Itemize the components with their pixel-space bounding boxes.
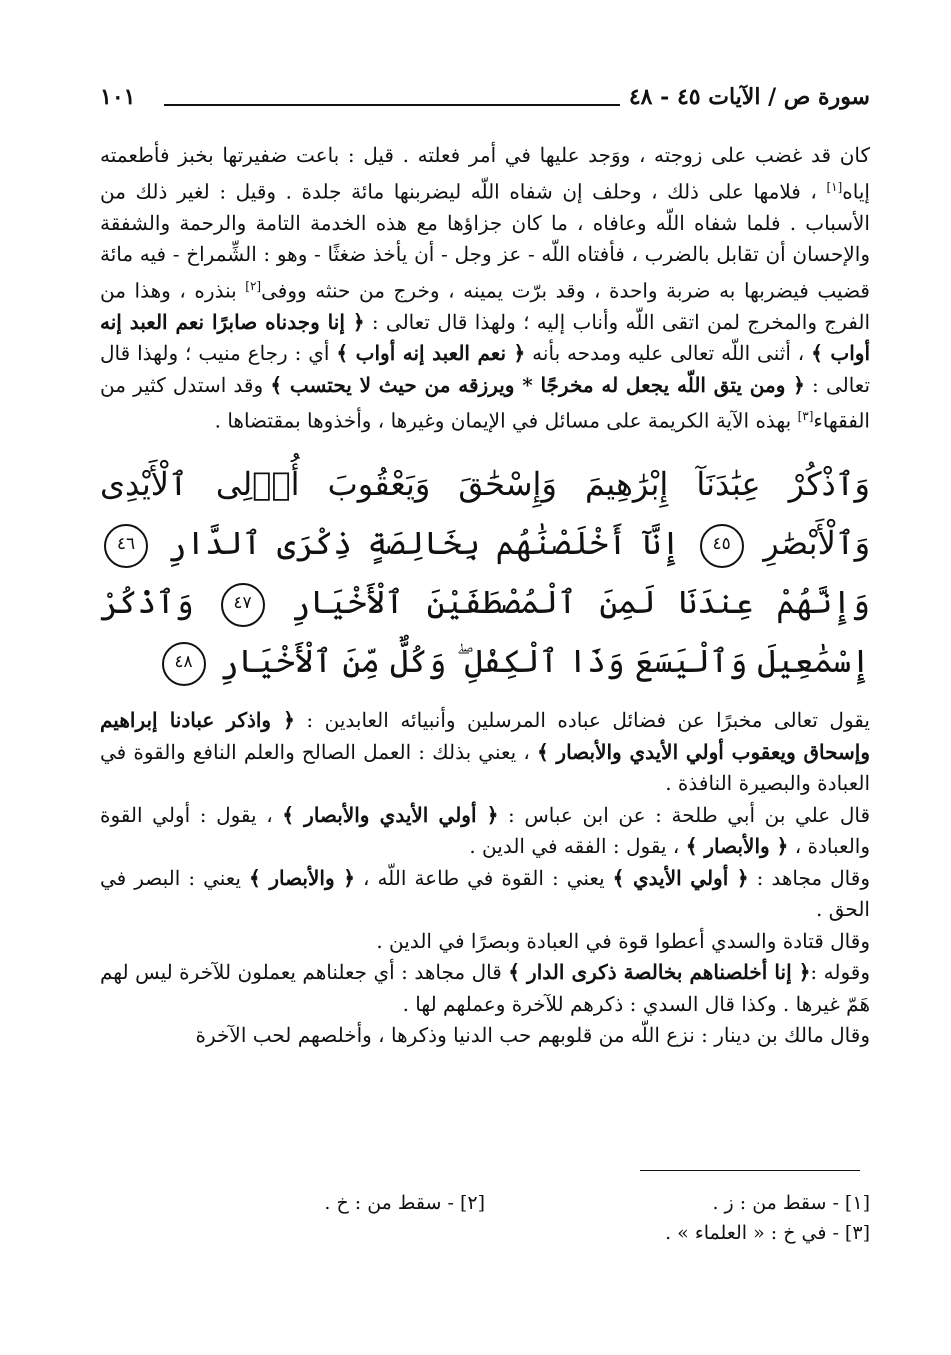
verse-text: وَإِنَّهُمْ عِندَنَا لَمِنَ ٱلْمُصْطَفَيْنَ ٱلْأَخْيَارِ: [291, 583, 871, 622]
commentary-paragraph: وقال مجاهد : ﴿ أولي الأيدي ﴾ يعني : القوة في طاعة اللّه ، ﴿ والأبصار ﴾ يعني : البصر في الحق .: [100, 865, 870, 922]
ayah-number-marker: ٤٦: [104, 524, 148, 568]
quran-quote: ﴿ والأبصار ﴾: [685, 834, 789, 859]
footnote-ref[interactable]: [٣]: [797, 409, 814, 424]
quran-quote: ﴿ أولي الأيدي ﴾: [612, 865, 749, 890]
footnote-ref[interactable]: [١]: [826, 179, 843, 194]
footnote-3: [٣] - في خ : « العلماء » .: [665, 1222, 870, 1244]
commentary-paragraph: وقوله :﴿ إنا أخلصناهم بخالصة ذكرى الدار ﴾ قال مجاهد : أي جعلناهم يعملون للآخرة ليس لهم هَمّ غيرها . وكذا قال السدي : ذكرهم للآخرة وعملهم لها .: [100, 960, 870, 1016]
page-number: ١٠١: [100, 84, 136, 110]
quran-quote: ﴿ إنا أخلصناهم بخالصة ذكرى الدار ﴾: [508, 960, 811, 985]
verse-text: إِنَّآ أَخْلَصْنَٰهُم بِخَالِصَةٍ ذِكْرَى ٱلدَّارِ: [167, 524, 681, 563]
commentary-paragraph: وقال قتادة والسدي أعطوا قوة في العبادة وبصرًا في الدين .: [376, 928, 870, 953]
quran-verses: [100, 455, 870, 691]
surah-title: سورة ص / الآيات ٤٥ - ٤٨: [628, 84, 870, 110]
commentary-paragraph: قال علي بن أبي طلحة : عن ابن عباس : ﴿ أولي الأيدي والأبصار ﴾ ، يقول : أولي القوة والعبادة ، ﴿ والأبصار ﴾ ، يقول : الفقه في الدين .: [100, 802, 871, 859]
ayah-number-marker: ٤٧: [221, 583, 265, 627]
page-body: [100, 140, 870, 1052]
footnotes: [100, 1188, 870, 1248]
header-rule: [164, 104, 620, 106]
paragraph-ayyub: كان قد غضب على زوجته ، ووَجد عليها في أمر فعلته . قيل : باعت ضفيرتها بخبز فأطعمته إياه[١] ، فلامها على ذلك ، وحلف إن شفاه اللّه ليضربنها مائة جلدة . وقيل : لغير ذلك من الأسباب . فلما شفاه اللّه وعافاه ، ما كان جزاؤها مع هذه الخدمة التامة والرحمة والشفقة والإحسان أن تقابل بالضرب ، فأفتاه اللّه - عز وجل - أن يأخذ ضغثًا - وهو : الشِّمراخ - فيه مائة قضيب فيضربها به ضربة واحدة ، وقد برّت يمينه ، وخرج من حنثه ووفى[٢] بنذره ، وهذا من الفرج والمخرج لمن اتقى اللّه وأناب إليه ؛ ولهذا قال تعالى : ﴿ إنا وجدناه صابرًا نعم العبد إنه أواب ﴾ ، أثنى اللّه تعالى عليه ومدحه بأنه ﴿ نعم العبد إنه أواب ﴾ أي : رجاع منيب ؛ ولهذا قال تعالى : ﴿ ومن يتق اللّه يجعل له مخرجًا * ويرزقه من حيث لا يحتسب ﴾ وقد استدل كثير من الفقهاء[٣] بهذه الآية الكريمة على مسائل في الإيمان وغيرها ، وأخذوها بمقتضاها .: [100, 143, 871, 433]
footnote-1: [١] - سقط من : ز .: [712, 1192, 870, 1214]
verse-text: وَٱذْكُرْ عِبَٰدَنَآ إِبْرَٰهِيمَ وَإِسْحَٰقَ وَيَعْقُوبَ أُو۟لِى ٱلْأَيْدِى وَٱلْأَبْصَٰرِ: [100, 465, 871, 563]
footnote-ref[interactable]: [٢]: [245, 278, 262, 293]
quran-quote: ﴿ والأبصار ﴾: [249, 865, 355, 890]
quran-quote: ﴿ نعم العبد إنه أواب ﴾: [336, 341, 526, 366]
commentary-paragraph: يقول تعالى مخبرًا عن فضائل عباده المرسلين وأنبيائه العابدين : ﴿ واذكر عبادنا إبراهيم وإسحاق ويعقوب أولي الأيدي والأبصار ﴾ ، يعني بذلك : العمل الصالح والعلم النافع والقوة في العبادة والبصيرة النافذة .: [100, 708, 871, 796]
quran-quote: ﴿ أولي الأيدي والأبصار ﴾: [282, 802, 499, 827]
quran-quote: ﴿ إنا وجدناه صابرًا نعم العبد إنه أواب ﴾: [100, 309, 870, 366]
footnote-2: [٢] - سقط من : خ .: [324, 1192, 485, 1214]
footnote-divider: [640, 1170, 860, 1171]
quran-quote: ﴿ واذكر عبادنا إبراهيم وإسحاق ويعقوب أولي الأيدي والأبصار ﴾: [100, 708, 871, 764]
ayah-number-marker: ٤٥: [700, 524, 744, 568]
page-header: [100, 84, 870, 124]
quran-quote: ﴿ ومن يتق اللّه يجعل له مخرجًا * ويرزقه من حيث لا يحتسب ﴾: [270, 372, 805, 397]
verse-text: وَٱذْكُرْ إِسْمَٰعِيلَ وَٱلْيَسَعَ وَذَا ٱلْكِفْلِ ۖ وَكُلٌّ مِّنَ ٱلْأَخْيَارِ: [100, 583, 870, 681]
commentary-paragraph: وقال مالك بن دينار : نزع اللّه من قلوبهم حب الدنيا وذكرها ، وأخلصهم لحب الآخرة: [195, 1023, 870, 1048]
ayah-number-marker: ٤٨: [162, 642, 206, 686]
